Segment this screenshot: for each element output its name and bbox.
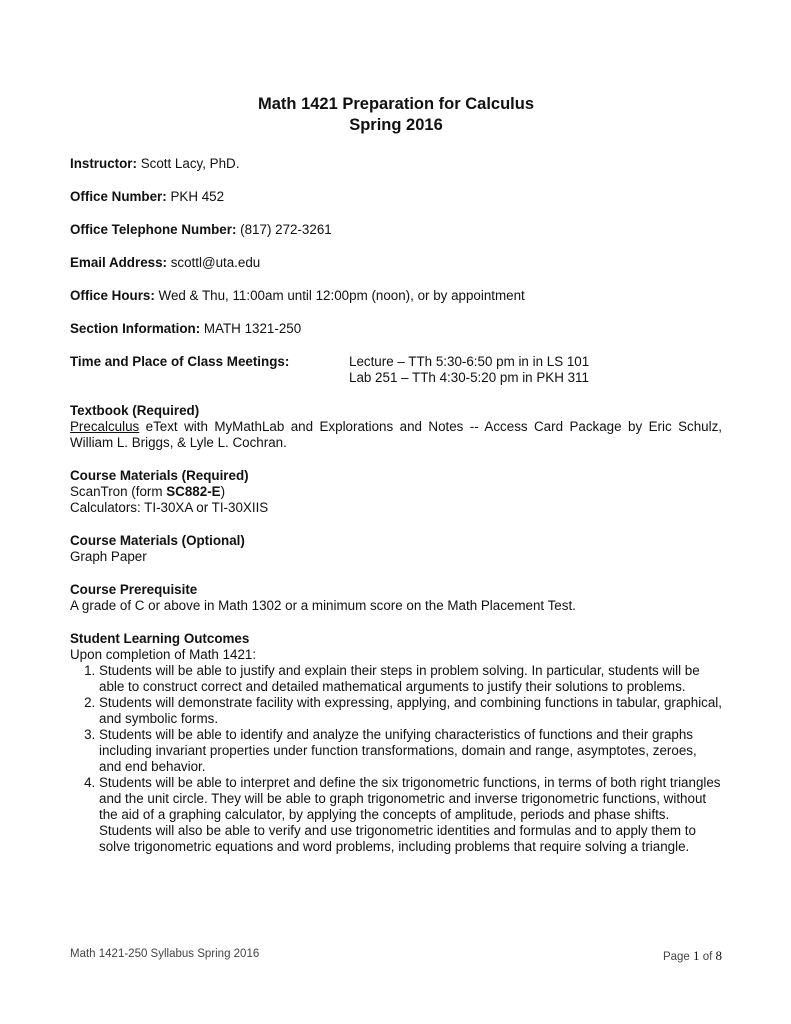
outcome-item: 2. Students will demonstrate facility with expressing, applying, and combining functions in tabular, graphical, and symbolic forms. — [99, 695, 722, 727]
office-line — [70, 189, 722, 205]
section-value: MATH 1321-250 — [200, 321, 302, 336]
page-total: 8 — [715, 948, 722, 963]
scantron-line — [70, 484, 722, 500]
page-number: 1 — [693, 948, 700, 963]
page-counter — [663, 948, 722, 964]
scantron-form: SC882-E — [166, 484, 221, 499]
textbook-details: eText with MyMathLab and Explorations and Notes -- Access Card Package by Eric Schulz, William L. Briggs, & Lyle L. Cochran. — [70, 419, 722, 450]
materials-optional-section — [70, 533, 722, 565]
materials-required-section — [70, 468, 722, 516]
footer-course: Math 1421-250 Syllabus Spring 2016 — [70, 948, 260, 960]
course-title: Math 1421 Preparation for Calculus — [258, 95, 534, 113]
calculators-line: Calculators: TI-30XA or TI-30XIIS — [70, 500, 269, 515]
phone-line — [70, 222, 722, 238]
of-word: of — [699, 951, 716, 963]
email-label: Email Address: — [70, 255, 167, 270]
office-value: PKH 452 — [166, 189, 225, 204]
textbook-text — [70, 419, 722, 451]
instructor-line — [70, 156, 722, 172]
outcomes-list — [70, 663, 722, 855]
office-label: Office Number: — [70, 189, 167, 204]
section-label: Section Information: — [70, 321, 201, 336]
textbook-heading: Textbook (Required) — [70, 403, 200, 418]
section-line — [70, 321, 722, 337]
outcomes-intro: Upon completion of Math 1421: — [70, 647, 257, 662]
graph-paper-line: Graph Paper — [70, 549, 147, 564]
lab-time: Lab 251 – TTh 4:30-5:20 pm in PKH 311 — [349, 370, 589, 385]
outcome-item: 4. Students will be able to interpret and define the six trigonometric functions, in terms of both right triangles and the unit circle. They will be able to graph trigonometric and inverse trigonometric functions, without the aid of a graphing calculator, by applying the concepts of amplitude, periods and phase shifts. Students will also be able to verify and use trigonometric identities and formulas and to apply them to solve trigonometric equations and word problems, including problems that require solving a triangle. — [99, 775, 722, 855]
office-hours-label: Office Hours: — [70, 288, 155, 303]
phone-label: Office Telephone Number: — [70, 222, 237, 237]
scantron-prefix: ScanTron (form — [70, 484, 167, 499]
outcome-item: 1. Students will be able to justify and explain their steps in problem solving. In particular, students will be able to construct correct and detailed mathematical arguments to justify their solutions to problems. — [99, 663, 722, 695]
outcomes-section — [70, 631, 722, 855]
outcomes-heading: Student Learning Outcomes — [70, 631, 250, 646]
prerequisite-heading: Course Prerequisite — [70, 582, 198, 597]
term-title: Spring 2016 — [349, 116, 443, 134]
syllabus-page — [70, 94, 722, 855]
phone-value: (817) 272-3261 — [236, 222, 332, 237]
prerequisite-section — [70, 582, 722, 614]
instructor-value: Scott Lacy, PhD. — [136, 156, 240, 171]
textbook-section — [70, 403, 722, 451]
outcome-item: 3. Students will be able to identify and analyze the unifying characteristics of functions and their graphs including invariant properties under function transformations, domain and range, asymptotes, zeroes, and end behavior. — [99, 727, 722, 775]
email-line — [70, 255, 722, 271]
meetings-label: Time and Place of Class Meetings: — [70, 354, 290, 369]
scantron-suffix: ) — [220, 484, 226, 499]
email-value: scottl@uta.edu — [167, 255, 261, 270]
page-word: Page — [662, 951, 694, 963]
textbook-title: Precalculus — [70, 419, 140, 434]
office-hours-line — [70, 288, 722, 304]
materials-optional-heading: Course Materials (Optional) — [70, 533, 245, 548]
meetings-times — [349, 354, 589, 386]
lecture-time: Lecture – TTh 5:30-6:50 pm in in LS 101 — [349, 354, 590, 369]
office-hours-value: Wed & Thu, 11:00am until 12:00pm (noon), or by appointment — [154, 288, 525, 303]
materials-required-heading: Course Materials (Required) — [70, 468, 249, 483]
instructor-label: Instructor: — [70, 156, 137, 171]
class-meetings — [70, 354, 722, 386]
prerequisite-text: A grade of C or above in Math 1302 or a minimum score on the Math Placement Test. — [70, 598, 576, 613]
